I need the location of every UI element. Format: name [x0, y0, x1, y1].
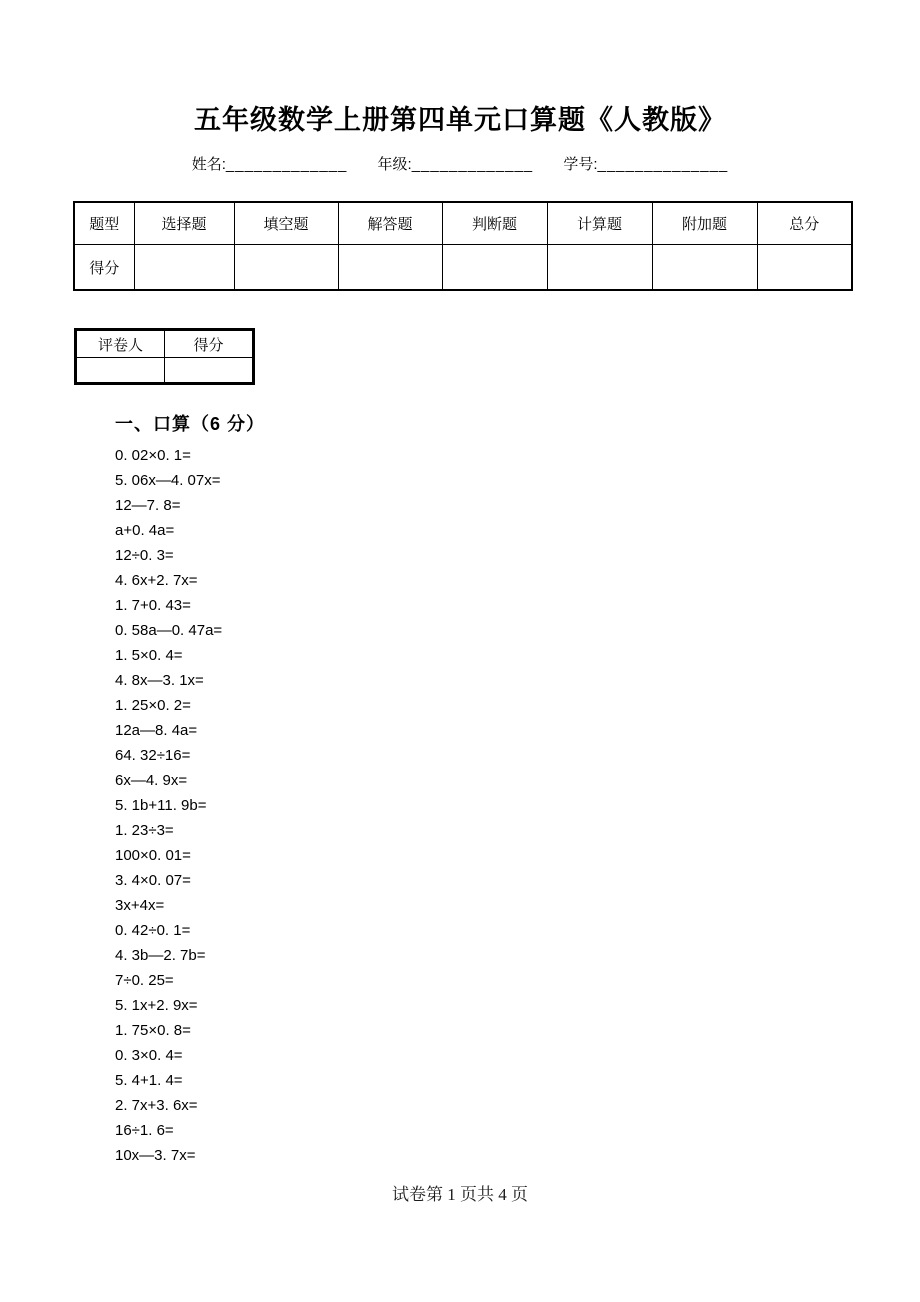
student-id-blank: ______________: [597, 156, 729, 173]
grader-score-header: 得分: [165, 330, 254, 358]
col-header: 选择题: [134, 202, 234, 245]
page-title: 五年级数学上册第四单元口算题《人教版》: [194, 105, 726, 135]
math-problem: 10x—3. 7x=: [115, 1147, 196, 1164]
score-row-label: 得分: [74, 245, 134, 291]
student-id-label: 学号:: [563, 156, 598, 173]
math-problem: 0. 3×0. 4=: [115, 1047, 183, 1064]
score-summary-table: [73, 201, 853, 291]
score-cell: [442, 245, 547, 291]
table-row: [76, 358, 254, 384]
grade-blank: _____________: [411, 156, 534, 173]
math-problem: 12—7. 8=: [115, 497, 181, 514]
name-blank: _____________: [225, 156, 348, 173]
col-header: 计算题: [547, 202, 652, 245]
col-header: 解答题: [338, 202, 442, 245]
math-problem: a+0. 4a=: [115, 522, 175, 539]
math-problem: 5. 1b+11. 9b=: [115, 797, 207, 814]
grade-label: 年级:: [377, 156, 412, 173]
col-header: 判断题: [442, 202, 547, 245]
math-problem: 5. 1x+2. 9x=: [115, 997, 198, 1014]
name-label: 姓名:: [191, 156, 226, 173]
score-cell: [134, 245, 234, 291]
grader-score-cell: [165, 358, 254, 384]
math-problem: 1. 25×0. 2=: [115, 697, 191, 714]
math-problem: 0. 42÷0. 1=: [115, 922, 191, 939]
grader-cell: [76, 358, 165, 384]
section-heading: 一、口算（6 分）: [115, 414, 266, 434]
table-row: [74, 245, 852, 291]
math-problem: 0. 02×0. 1=: [115, 447, 191, 464]
grader-header: 评卷人: [76, 330, 165, 358]
math-problem: 7÷0. 25=: [115, 972, 174, 989]
name-field: [192, 153, 348, 174]
math-problem: 1. 5×0. 4=: [115, 647, 183, 664]
score-cell: [757, 245, 852, 291]
col-header: 填空题: [234, 202, 338, 245]
table-row: [74, 202, 852, 245]
score-cell: [652, 245, 757, 291]
math-problem: 1. 23÷3=: [115, 822, 174, 839]
grade-field: [378, 153, 534, 174]
page-number-footer: 试卷第 1 页共 4 页: [392, 1185, 528, 1204]
col-header: 总分: [757, 202, 852, 245]
student-id-field: [563, 153, 728, 174]
score-cell: [547, 245, 652, 291]
grader-score-table: [74, 328, 255, 385]
math-problem: 12÷0. 3=: [115, 547, 174, 564]
math-problem: 64. 32÷16=: [115, 747, 191, 764]
score-cell: [234, 245, 338, 291]
math-problem: 16÷1. 6=: [115, 1122, 174, 1139]
math-problem: 12a—8. 4a=: [115, 722, 198, 739]
math-problem: 3. 4×0. 07=: [115, 872, 191, 889]
math-problem: 1. 7+0. 43=: [115, 597, 191, 614]
math-problem: 4. 3b—2. 7b=: [115, 947, 206, 964]
math-problem: 100×0. 01=: [115, 847, 191, 864]
col-header: 附加题: [652, 202, 757, 245]
math-problem: 4. 6x+2. 7x=: [115, 572, 198, 589]
math-problem: 2. 7x+3. 6x=: [115, 1097, 198, 1114]
student-info-line: [0, 153, 920, 174]
table-row: [76, 330, 254, 358]
problem-list: [115, 443, 920, 1168]
math-problem: 0. 58a—0. 47a=: [115, 622, 223, 639]
math-problem: 3x+4x=: [115, 897, 165, 914]
math-problem: 5. 4+1. 4=: [115, 1072, 183, 1089]
score-cell: [338, 245, 442, 291]
question-type-header: 题型: [74, 202, 134, 245]
math-problem: 1. 75×0. 8=: [115, 1022, 191, 1039]
math-problem: 4. 8x—3. 1x=: [115, 672, 204, 689]
math-problem: 6x—4. 9x=: [115, 772, 188, 789]
math-problem: 5. 06x—4. 07x=: [115, 472, 221, 489]
